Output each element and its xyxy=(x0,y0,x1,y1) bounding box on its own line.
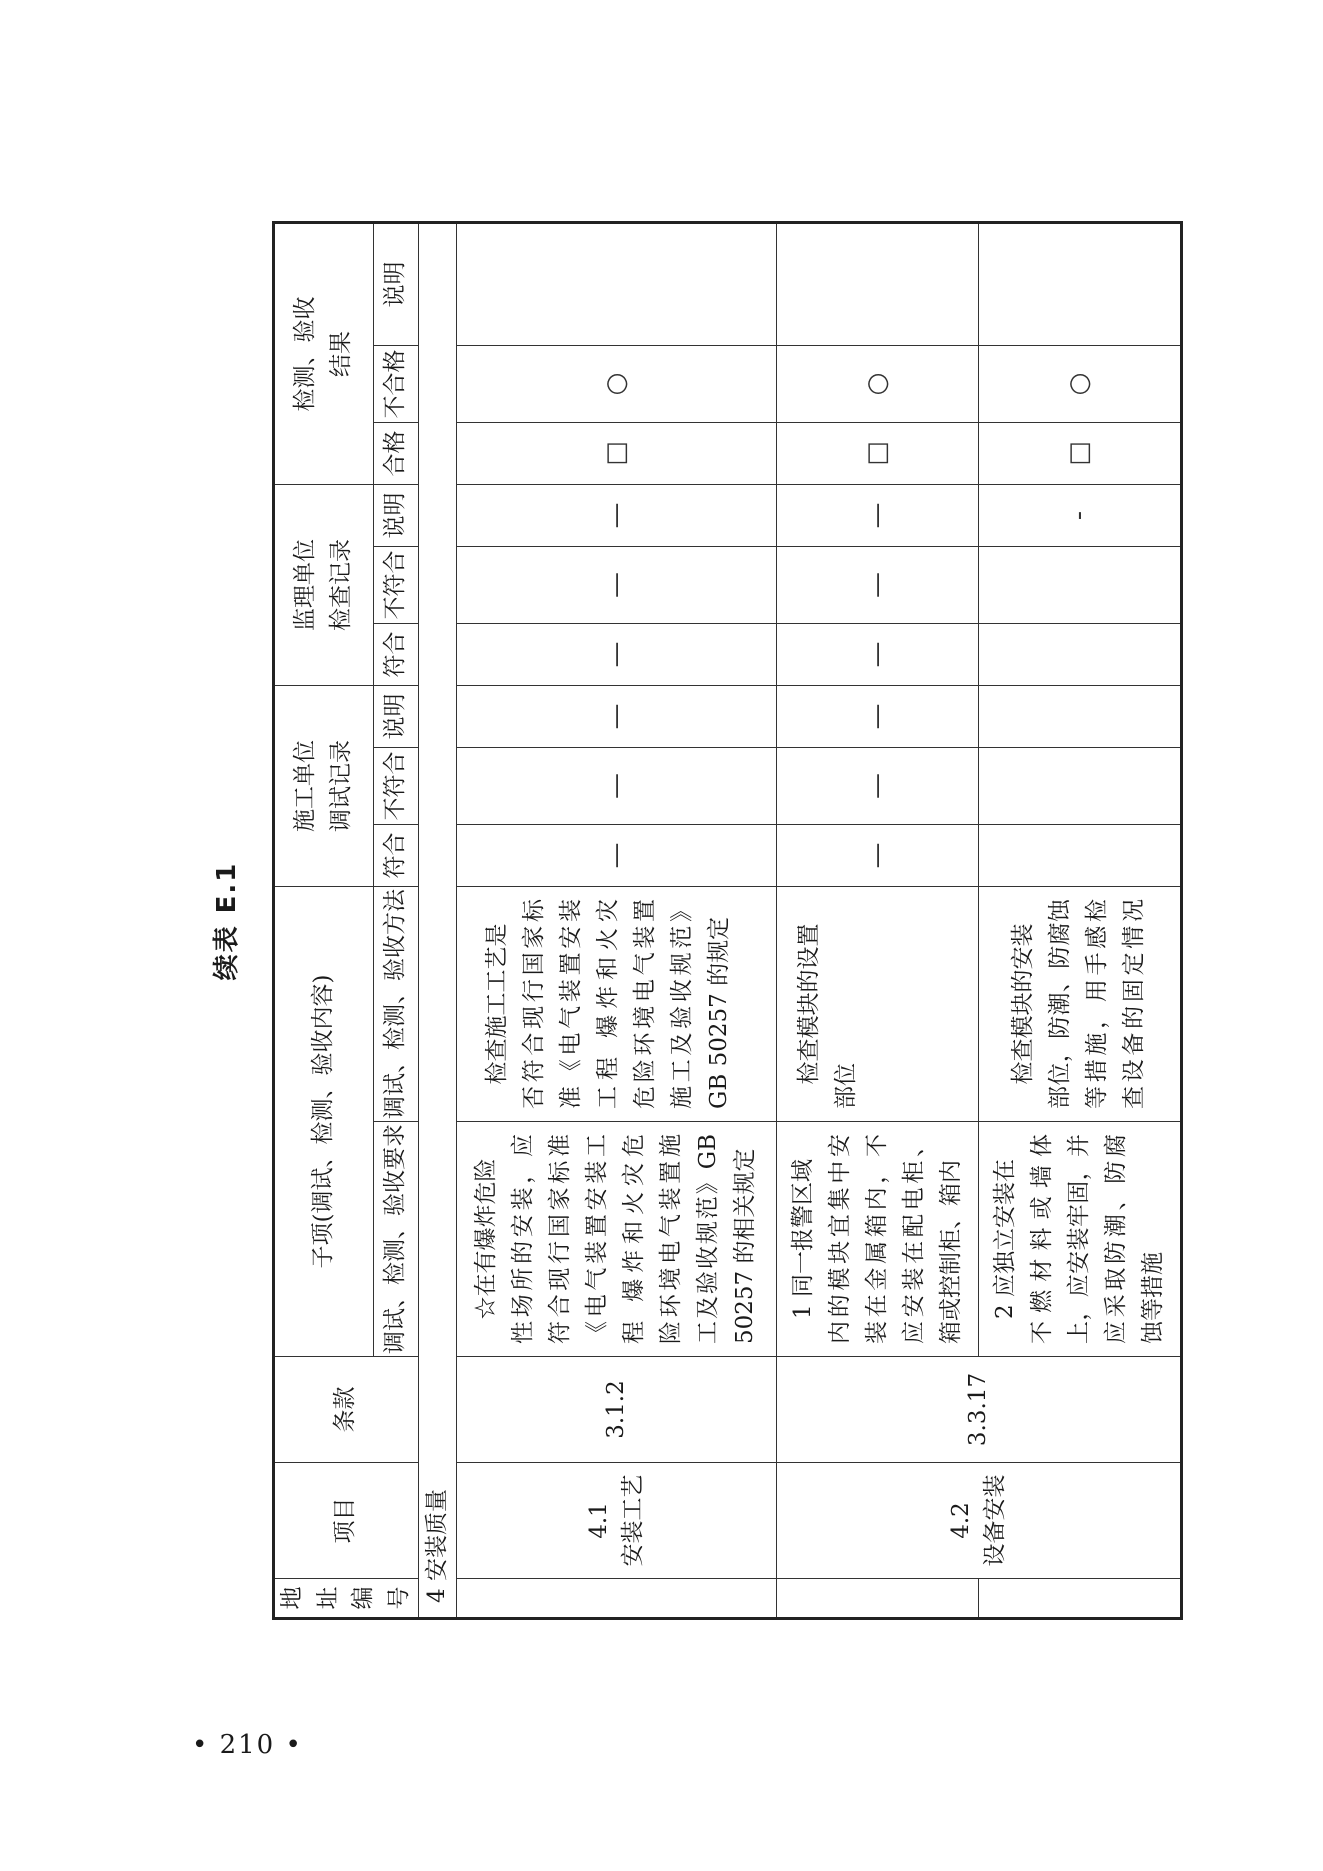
header-contractor-note: 说明 xyxy=(373,685,418,747)
address-cell xyxy=(456,1579,776,1619)
rotated-page-content xyxy=(202,222,1166,1620)
contractor-conform-cell: — xyxy=(456,824,776,886)
method-cell: 检查施工工艺是 否符合现行国家标 准《电气装置安装 工程 爆炸和火灾 危险环境电气装置 施工及验收规范》 GB 50257 的规定 xyxy=(456,886,776,1121)
project-cell: 4.1 安装工艺 xyxy=(456,1463,776,1579)
contractor-conform-cell: — xyxy=(776,824,978,886)
header-project: 项目 xyxy=(274,1463,419,1579)
clause-cell: 3.1.2 xyxy=(456,1357,776,1463)
requirement-cell: 1 同一报警区域 内的模块宜集中安 装在金属箱内，不 应安装在配电柜、 箱或控制柜、箱内 xyxy=(776,1122,978,1357)
header-supervisor-conform: 符合 xyxy=(373,623,418,685)
supervisor-note-cell: - xyxy=(978,484,1181,546)
result-note-cell xyxy=(456,222,776,345)
header-contractor: 施工单位 调试记录 xyxy=(274,685,374,886)
result-fail-radio[interactable]: ○ xyxy=(776,345,978,422)
header-clause: 条款 xyxy=(274,1357,419,1463)
header-requirement: 调试、检测、验收要求 xyxy=(373,1122,418,1357)
header-supervisor: 监理单位 检查记录 xyxy=(274,484,374,685)
supervisor-note-cell: — xyxy=(776,484,978,546)
page-number: • 210 • xyxy=(192,1730,303,1760)
header-result-pass: 合格 xyxy=(373,422,418,484)
header-result-fail: 不合格 xyxy=(373,345,418,422)
header-result-note: 说明 xyxy=(373,222,418,345)
contractor-note-cell xyxy=(978,685,1181,747)
contractor-nonconform-cell xyxy=(978,747,1181,824)
contractor-note-cell: — xyxy=(776,685,978,747)
table-row xyxy=(456,222,776,1618)
project-cell: 4.2 设备安装 xyxy=(776,1463,1181,1579)
result-fail-radio[interactable]: ○ xyxy=(456,345,776,422)
supervisor-conform-cell: — xyxy=(456,623,776,685)
header-contractor-nonconform: 不符合 xyxy=(373,747,418,824)
supervisor-nonconform-cell xyxy=(978,546,1181,623)
header-result: 检测、验收 结果 xyxy=(274,222,374,484)
header-contractor-conform: 符合 xyxy=(373,824,418,886)
result-pass-checkbox[interactable]: □ xyxy=(776,422,978,484)
requirement-cell: 2 应独立安装在 不燃材料或墙体 上，应安装牢固，并 应采取防潮、防腐 蚀等措施 xyxy=(978,1122,1181,1357)
address-cell xyxy=(776,1579,978,1619)
method-cell: 检查模块的安装 部位，防潮、防腐蚀 等措施，用手感检 查设备的固定情况 xyxy=(978,886,1181,1121)
result-note-cell xyxy=(776,222,978,345)
contractor-conform-cell xyxy=(978,824,1181,886)
supervisor-note-cell: — xyxy=(456,484,776,546)
table-row xyxy=(776,222,978,1618)
header-supervisor-nonconform: 不符合 xyxy=(373,546,418,623)
supervisor-conform-cell xyxy=(978,623,1181,685)
method-cell: 检查模块的设置 部位 xyxy=(776,886,978,1121)
supervisor-nonconform-cell: — xyxy=(776,546,978,623)
clause-cell: 3.3.17 xyxy=(776,1357,1181,1463)
result-note-cell xyxy=(978,222,1181,345)
result-pass-checkbox[interactable]: □ xyxy=(456,422,776,484)
address-cell xyxy=(978,1579,1181,1619)
requirement-cell: ☆在有爆炸危险 性场所的安装，应 符合现行国家标准 《电气装置安装工 程 爆炸和火灾危 险环境电气装置施 工及验收规范》GB 50257 的相关规定 xyxy=(456,1122,776,1357)
result-pass-checkbox[interactable]: □ xyxy=(978,422,1181,484)
table-title: 续表 E.1 xyxy=(212,861,242,981)
result-fail-radio[interactable]: ○ xyxy=(978,345,1181,422)
header-sub-item: 子项(调试、检测、验收内容) xyxy=(274,886,374,1356)
supervisor-nonconform-cell: — xyxy=(456,546,776,623)
contractor-nonconform-cell: — xyxy=(776,747,978,824)
header-supervisor-note: 说明 xyxy=(373,484,418,546)
section-label: 4 安装质量 xyxy=(418,222,456,1618)
header-method: 调试、检测、验收方法 xyxy=(373,886,418,1121)
inspection-table xyxy=(272,221,1183,1620)
contractor-note-cell: — xyxy=(456,685,776,747)
supervisor-conform-cell: — xyxy=(776,623,978,685)
contractor-nonconform-cell: — xyxy=(456,747,776,824)
header-address-no: 地址编号 xyxy=(274,1579,419,1619)
